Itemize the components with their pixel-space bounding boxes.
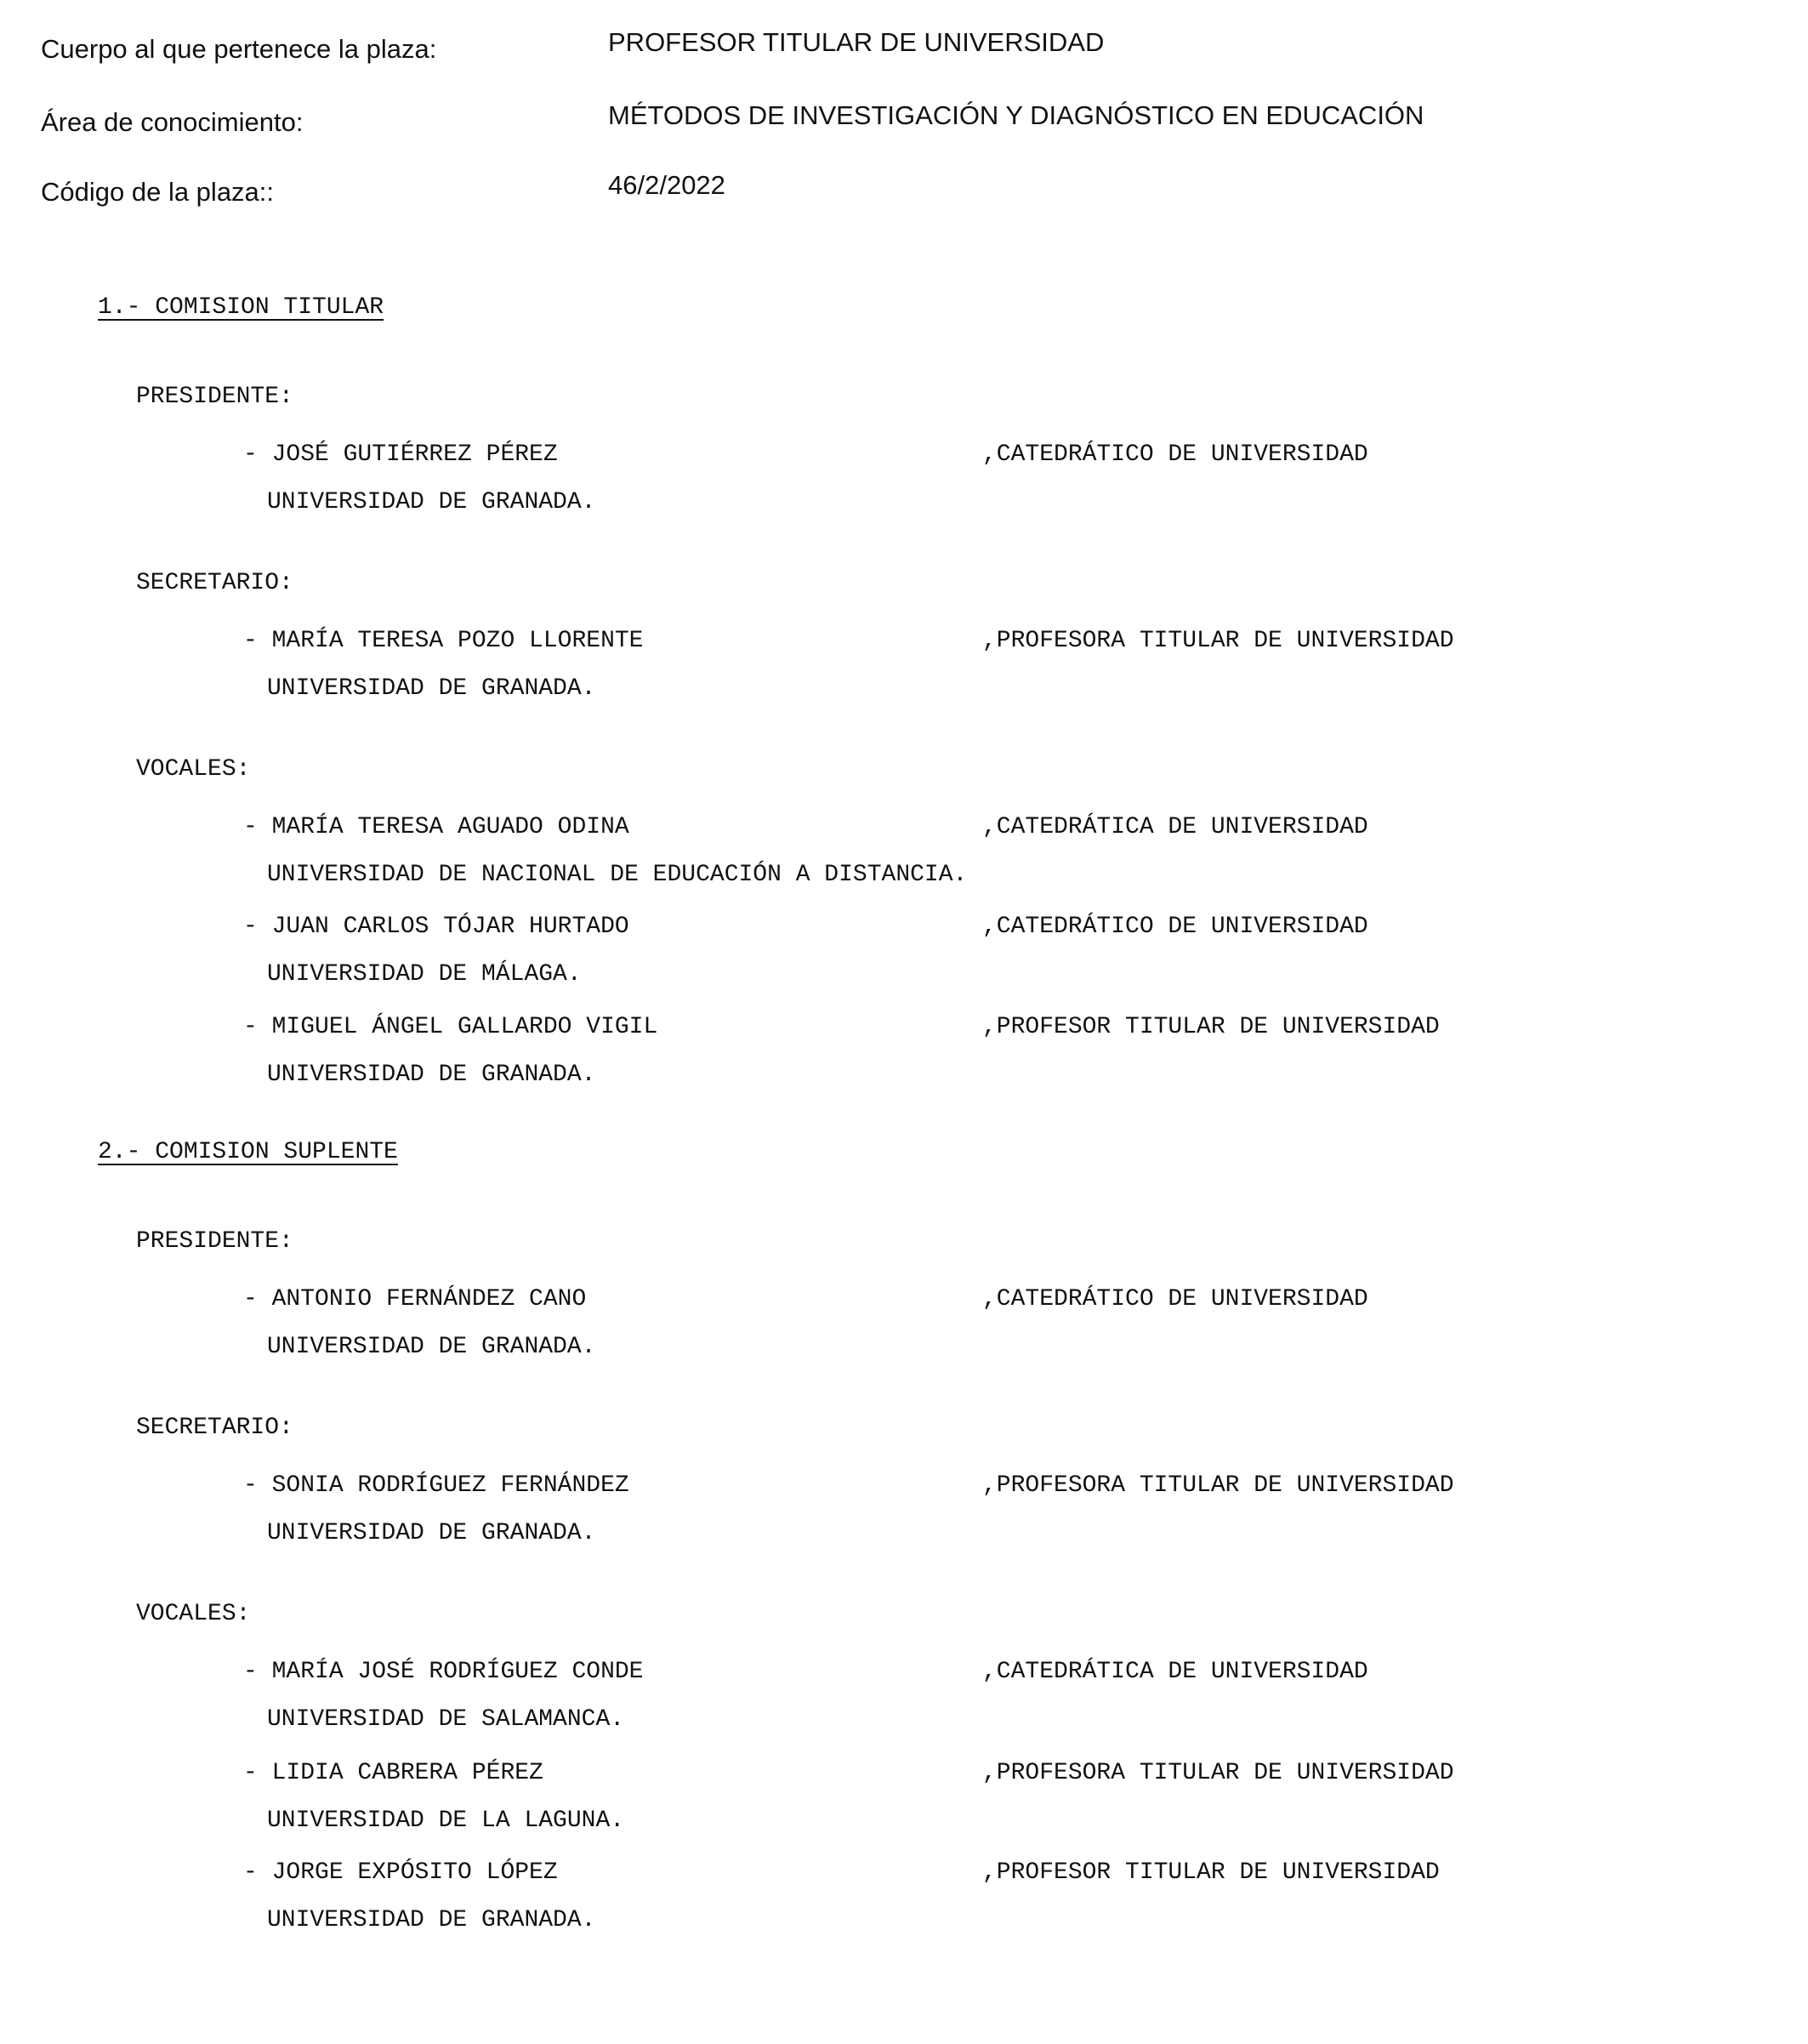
header-cuerpo-row (41, 24, 1742, 75)
member-university: UNIVERSIDAD DE GRANADA. (267, 1520, 596, 1546)
member-cargo: ,CATEDRÁTICA DE UNIVERSIDAD (982, 1659, 1368, 1685)
member-name: - JOSÉ GUTIÉRREZ PÉREZ (243, 441, 558, 468)
member-row (0, 1760, 1808, 1853)
member-cargo: ,CATEDRÁTICO DE UNIVERSIDAD (982, 1286, 1368, 1312)
member-university: UNIVERSIDAD DE MÁLAGA. (267, 961, 582, 988)
member-name: - LIDIA CABRERA PÉREZ (243, 1760, 543, 1786)
member-university: UNIVERSIDAD DE NACIONAL DE EDUCACIÓN A DISTANCIA. (267, 862, 968, 888)
member-row (0, 1472, 1808, 1566)
member-cargo: ,PROFESORA TITULAR DE UNIVERSIDAD (982, 1472, 1454, 1499)
member-cargo: ,CATEDRÁTICO DE UNIVERSIDAD (982, 914, 1368, 940)
member-row (0, 1286, 1808, 1380)
member-name: - MARÍA TERESA AGUADO ODINA (243, 814, 629, 840)
member-row (0, 628, 1808, 721)
codigo-label: Código de la plaza:: (41, 177, 275, 207)
role-label-presidente: PRESIDENTE: (136, 1228, 293, 1255)
member-university: UNIVERSIDAD DE SALAMANCA. (267, 1706, 625, 1733)
member-name: - MARÍA JOSÉ RODRÍGUEZ CONDE (243, 1659, 644, 1685)
section-title-titular: 1.- COMISION TITULAR (98, 294, 384, 321)
member-row (0, 1859, 1808, 1953)
member-university: UNIVERSIDAD DE GRANADA. (267, 1062, 596, 1088)
member-name: - MIGUEL ÁNGEL GALLARDO VIGIL (243, 1014, 658, 1040)
role-label-secretario: SECRETARIO: (136, 570, 293, 596)
member-university: UNIVERSIDAD DE GRANADA. (267, 1334, 596, 1360)
area-label: Área de conocimiento: (41, 107, 304, 137)
area-value: MÉTODOS DE INVESTIGACIÓN Y DIAGNÓSTICO EN EDUCACIÓN (608, 100, 1424, 130)
role-label-presidente: PRESIDENTE: (136, 384, 293, 410)
role-label-vocales: VOCALES: (136, 1601, 251, 1627)
role-label-secretario: SECRETARIO: (136, 1415, 293, 1441)
member-cargo: ,CATEDRÁTICA DE UNIVERSIDAD (982, 814, 1368, 840)
member-name: - JORGE EXPÓSITO LÓPEZ (243, 1859, 558, 1886)
member-row (0, 1659, 1808, 1752)
codigo-value: 46/2/2022 (608, 170, 725, 200)
member-cargo: ,PROFESORA TITULAR DE UNIVERSIDAD (982, 628, 1454, 654)
role-label-vocales: VOCALES: (136, 756, 251, 783)
member-university: UNIVERSIDAD DE GRANADA. (267, 675, 596, 702)
member-name: - SONIA RODRÍGUEZ FERNÁNDEZ (243, 1472, 629, 1499)
member-name: - JUAN CARLOS TÓJAR HURTADO (243, 914, 629, 940)
member-row (0, 914, 1808, 1007)
header-area-row (41, 97, 1742, 148)
member-cargo: ,PROFESOR TITULAR DE UNIVERSIDAD (982, 1859, 1440, 1886)
section-title-suplente: 2.- COMISION SUPLENTE (98, 1139, 398, 1165)
header-codigo-row (41, 167, 1742, 218)
member-row (0, 1014, 1808, 1107)
member-row (0, 814, 1808, 908)
cuerpo-value: PROFESOR TITULAR DE UNIVERSIDAD (608, 27, 1105, 57)
member-cargo: ,PROFESORA TITULAR DE UNIVERSIDAD (982, 1760, 1454, 1786)
member-name: - MARÍA TERESA POZO LLORENTE (243, 628, 644, 654)
member-university: UNIVERSIDAD DE GRANADA. (267, 489, 596, 515)
member-university: UNIVERSIDAD DE GRANADA. (267, 1907, 596, 1933)
member-row (0, 441, 1808, 535)
member-university: UNIVERSIDAD DE LA LAGUNA. (267, 1808, 625, 1834)
cuerpo-label: Cuerpo al que pertenece la plaza: (41, 34, 437, 64)
member-cargo: ,PROFESOR TITULAR DE UNIVERSIDAD (982, 1014, 1440, 1040)
member-name: - ANTONIO FERNÁNDEZ CANO (243, 1286, 587, 1312)
member-cargo: ,CATEDRÁTICO DE UNIVERSIDAD (982, 441, 1368, 468)
